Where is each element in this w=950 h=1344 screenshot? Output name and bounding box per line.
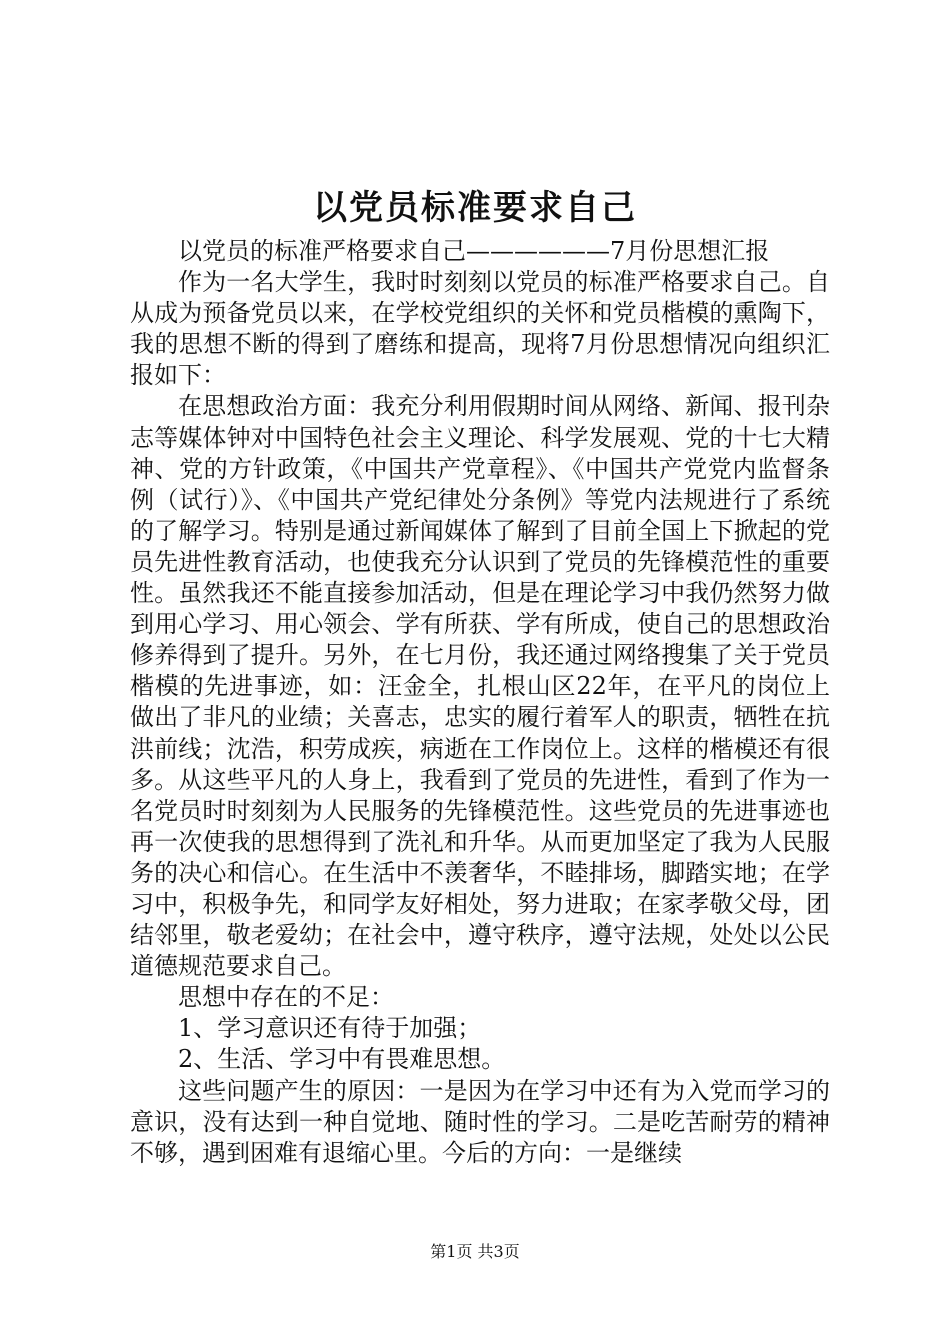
- list-item-shortcoming-1: 1、学习意识还有待于加强；: [178, 1014, 482, 1043]
- document-body: [130, 236, 830, 1169]
- page-footer: 第1页 共3页: [430, 1242, 520, 1261]
- document-title: 以党员标准要求自己: [313, 188, 637, 228]
- subtitle-line: 以党员的标准严格要求自己——————7月份思想汇报: [178, 237, 770, 265]
- paragraph-intro: 作为一名大学生，我时时刻刻以党员的标准严格要求自己。自从成为预备党员以来，在学校党组织的关怀和党员楷模的熏陶下，我的思想不断的得到了磨练和提高，现将7月份思想情况向组织汇报如下：: [130, 268, 830, 390]
- paragraph-causes: 这些问题产生的原因：一是因为在学习中还有为入党而学习的意识，没有达到一种自觉地、随时性的学习。二是吃苦耐劳的精神不够，遇到困难有退缩心里。今后的方向：一是继续: [130, 1076, 830, 1167]
- paragraph-political: 在思想政治方面：我充分利用假期时间从网络、新闻、报刊杂志等媒体钟对中国特色社会主义理论、科学发展观、党的十七大精神、党的方针政策，《中国共产党章程》、《中国共产党党内监督条例（试行）》、《中国共产党纪律处分条例》等党内法规进行了系统的了解学习。特别是通过新闻媒体了解到了目前全国上下掀起的党员先进性教育活动，也使我充分认识到了党员的先锋模范性的重要性。虽然我还不能直接参加活动，但是在理论学习中我仍然努力做到用心学习、用心领会、学有所获、学有所成，使自己的思想政治修养得到了提升。另外，在七月份，我还通过网络搜集了关于党员楷模的先进事迹，如：汪金全，扎根山区22年，在平凡的岗位上做出了非凡的业绩；关喜志，忠实的履行着军人的职责，牺牲在抗洪前线；沈浩，积劳成疾，病逝在工作岗位上。这样的楷模还有很多。从这些平凡的人身上，我看到了党员的先进性，看到了作为一名党员时时刻刻为人民服务的先锋模范性。这些党员的先进事迹也再一次使我的思想得到了洗礼和升华。从而更加坚定了我为人民服务的决心和信心。在生活中不羡奢华，不睦排场，脚踏实地；在学习中，积极争先，和同学友好相处，努力进取；在家孝敬父母，团结邻里，敬老爱幼；在社会中，遵守秩序，遵守法规，处处以公民道德规范要求自己。: [130, 392, 830, 981]
- paragraph-shortcomings-heading: 思想中存在的不足：: [178, 983, 394, 1012]
- list-item-shortcoming-2: 2、生活、学习中有畏难思想。: [178, 1045, 506, 1074]
